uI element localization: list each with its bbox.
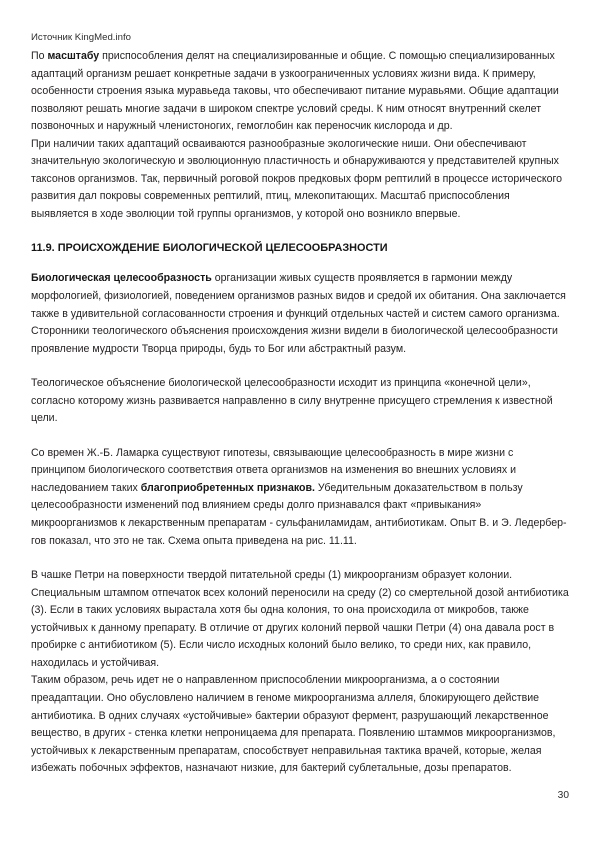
paragraph-body-text: организации живых существ проявляется в гармонии между морфологией, физиологией, поведением организмов разных видов и средой их обитания. Она заключается также в удивительной согласованности строения и функций отдельных частей и систем самого организма. Сторонники теологического объяснения происхождения жизни видели в биологической целесообразности проявление мудрости Творца природы, будь то Бог или абстрактный разум. [31, 272, 566, 355]
paragraph-body-text-continued: Убедительным доказательством в пользу целесообразности изменений под влиянием среды долго признавался факт «привыкания» микроорганизмов к лекарственным препаратам - сульфаниламидам, антибиотикам. Опыт В. и Э. Ледербер-гов показал, что это не так. Схема опыта приведена на рис. 11.11. [31, 481, 567, 547]
paragraph-teleological-explanation: Теологическое объяснение биологической целесообразности исходит из принципа «конечной цели», согласно которому жизнь развивается направленно в силу внутренне присущего стремления к известной цели. [31, 377, 553, 425]
page-content [31, 31, 569, 778]
bold-term-masshtabu: масштабу [47, 50, 100, 62]
paragraph-petri-dish-experiment: В чашке Петри на поверхности твердой питательной среды (1) микроорганизм образует колонии. Специальным штампом отпечаток всех колоний переносили на среду (2) со смертельной дозой антибиотика (3). Если в таких условиях вырастала хотя бы одна колония, то она происходила от микробов, также устойчивых к данному препарату. В отличие от других колоний первой чашки Петри (4) она давала рост в пробирке с антибиотиком (5). Если число исходных колоний было велико, то среди них, как правило, находилась и устойчивая. [31, 569, 569, 669]
bold-term-biologicheskaya-tselesoobraznost: Биологическая целесообразность [31, 272, 212, 285]
paragraph-biological-expediency [31, 270, 569, 358]
paragraph-scale-of-adaptation [31, 48, 569, 136]
paragraph-lamarck-hypotheses [31, 445, 569, 550]
page-number: 30 [557, 790, 569, 801]
paragraph-preadaptation-conclusion: Таким образом, речь идет не о направленном приспособлении микроорганизма, а о состоянии преадаптации. Оно обусловлено наличием в геноме микроорганизма аллеля, блокирующего действие антибиотика. В одних случаях «устойчивые» бактерии образуют фермент, разрушающий лекарственное вещество, в других - стенка клетки непроницаема для препарата. Появлению штаммов микроорганизмов, устойчивых к лекарственным препаратам, способствует неправильная тактика врачей, которые, желая избежать побочных эффектов, назначают низкие, для бактерий сублетальные, дозы препаратов. [31, 674, 556, 775]
source-attribution: Источник KingMed.info [31, 32, 132, 43]
paragraph-lead-text: По [31, 50, 48, 62]
paragraph-ecological-niches: При наличии таких адаптаций осваиваются разнообразные экологические ниши. Они обеспечивают значительную экологическую и эволюционную пластичность и обнаруживаются у представителей крупных таксонов организмов. Так, первичный роговой покров предковых форм рептилий в процессе исторического развития дал покровы современных рептилий, птиц, млекопитающих. Масштаб приспособления выявляется в ходе эволюции той группы организмов, у которой оно возникло впервые. [31, 137, 563, 220]
bold-term-blagopriobretennyh-priznakov: благоприобретенных признаков. [140, 481, 315, 494]
paragraph-body-text: Со времен Ж.-Б. Ламарка существуют гипотезы, связывающие целесообразность в мире жизни с принципом биологического соответствия ответа организмов на изменения во внешних условиях и наследованием таких [31, 446, 517, 494]
paragraph-body-text: приспособления делят на специализированные и общие. С помощью специализированных адаптаций организм решает конкретные задачи в узкоограниченных условиях жизни вида. К примеру, особенности строения языка муравьеда таковы, что обеспечивают питание муравьями. Общие адаптации позволяют решать многие задачи в широком спектре условий среды. К ним относят внутренний скелет позвоночных и наружный членистоногих, гемоглобин как переносчик кислорода и др. [31, 50, 559, 133]
section-heading-11-9: 11.9. ПРОИСХОЖДЕНИЕ БИОЛОГИЧЕСКОЙ ЦЕЛЕСООБРАЗНОСТИ [31, 242, 388, 255]
